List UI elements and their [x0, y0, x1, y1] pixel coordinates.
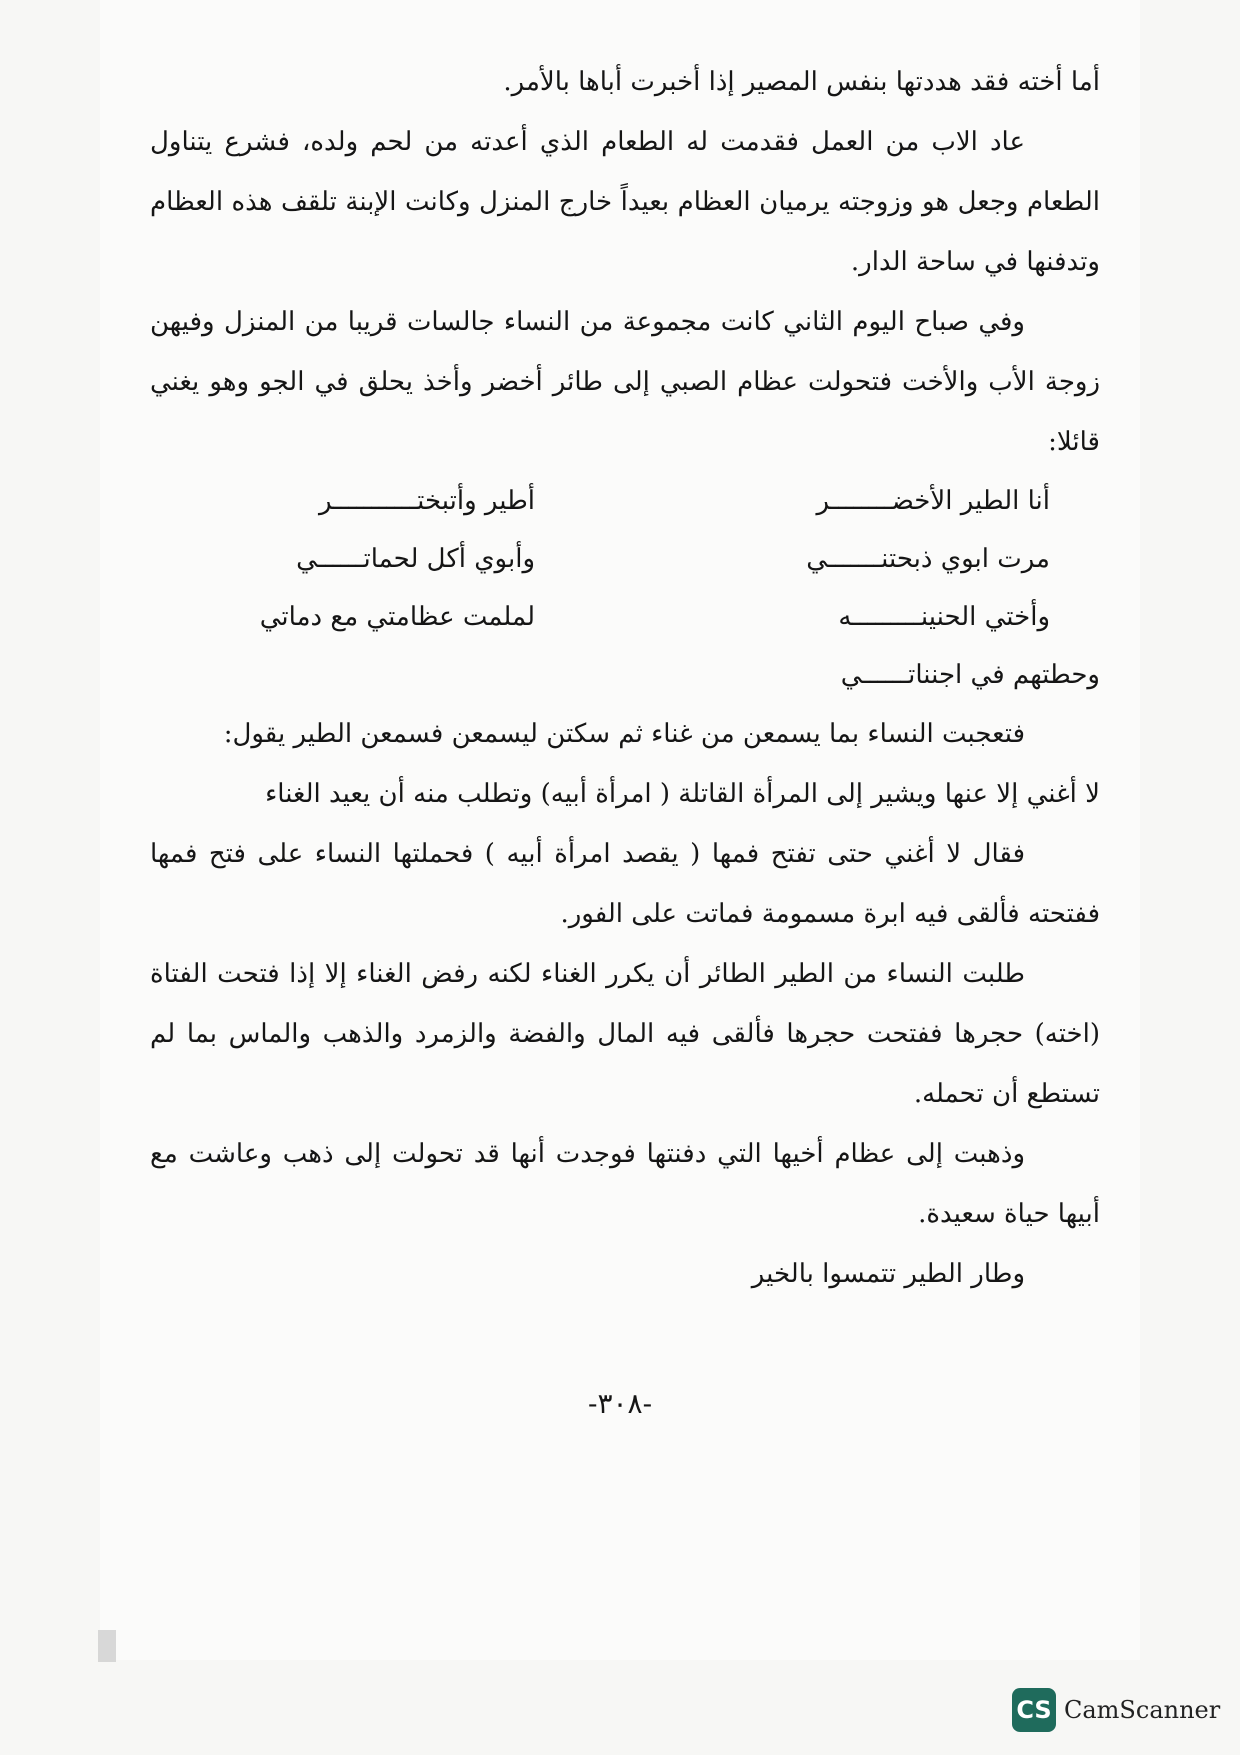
poem-line: مرت ابوي ذبحتنـــــــي: [806, 544, 1050, 574]
paragraph-8: وذهبت إلى عظام أخيها التي دفنتها فوجدت أنها قد تحولت إلى ذهب وعاشت مع أبيها حياة سعيدة.: [150, 1139, 1100, 1229]
scan-edge-artifact: [98, 1630, 116, 1662]
poem-last-line: وحطتهم في اجنناتــــــي: [840, 660, 1100, 690]
poem-verses: [150, 472, 1100, 704]
camscanner-watermark: [1012, 1688, 1220, 1732]
paragraph-5: لا أغني إلا عنها ويشير إلى المرأة القاتلة ( امرأة أبيه) وتطلب منه أن يعيد الغناء: [265, 779, 1100, 809]
paragraph-3: وفي صباح اليوم الثاني كانت مجموعة من النساء جالسات قريبا من المنزل وفيهن زوجة الأب والأخت فتحولت عظام الصبي إلى طائر أخضر وأخذ يحلق في الجو وهو يغني قائلا:: [150, 307, 1100, 457]
page-body: [150, 52, 1100, 1304]
paragraph-9: وطار الطير تتمسوا بالخير: [751, 1259, 1025, 1289]
paragraph-4: فتعجبت النساء بما يسمعن من غناء ثم سكتن ليسمعن فسمعن الطير يقول:: [223, 719, 1025, 749]
poem-line: وأختي الحنينـــــــــه: [838, 602, 1050, 632]
paragraph-1: أما أخته فقد هددتها بنفس المصير إذا أخبرت أباها بالأمر.: [503, 67, 1100, 97]
paragraph-7: طلبت النساء من الطير الطائر أن يكرر الغناء لكنه رفض الغناء إلا إذا فتحت الفتاة (اخته) حجرها ففتحت حجرها فألقى فيه المال والفضة والزمرد والذهب والماس بما لم تستطع أن تحمله.: [150, 959, 1100, 1109]
poem-line: أطير وأتبختـــــــــــر: [319, 486, 535, 516]
camscanner-label: CamScanner: [1064, 1696, 1221, 1724]
poem-line: وأبوي أكل لحماتــــــي: [296, 544, 535, 574]
camscanner-logo-icon: CS: [1012, 1688, 1056, 1732]
paragraph-2: عاد الاب من العمل فقدمت له الطعام الذي أعدته من لحم ولده، فشرع يتناول الطعام وجعل هو وزوجته يرميان العظام بعيداً خارج المنزل وكانت الإبنة تلقف هذه العظام وتدفنها في ساحة الدار.: [150, 127, 1100, 277]
page-number: -٣٠٨-: [587, 1387, 653, 1420]
paragraph-6: فقال لا أغني حتى تفتح فمها ( يقصد امرأة أبيه ) فحملتها النساء على فتح فمها ففتحته فألقى فيه ابرة مسمومة فماتت على الفور.: [150, 839, 1100, 929]
poem-line: لملمت عظامتي مع دماتي: [259, 602, 535, 632]
poem-line: أنا الطير الأخضــــــــر: [816, 486, 1050, 516]
